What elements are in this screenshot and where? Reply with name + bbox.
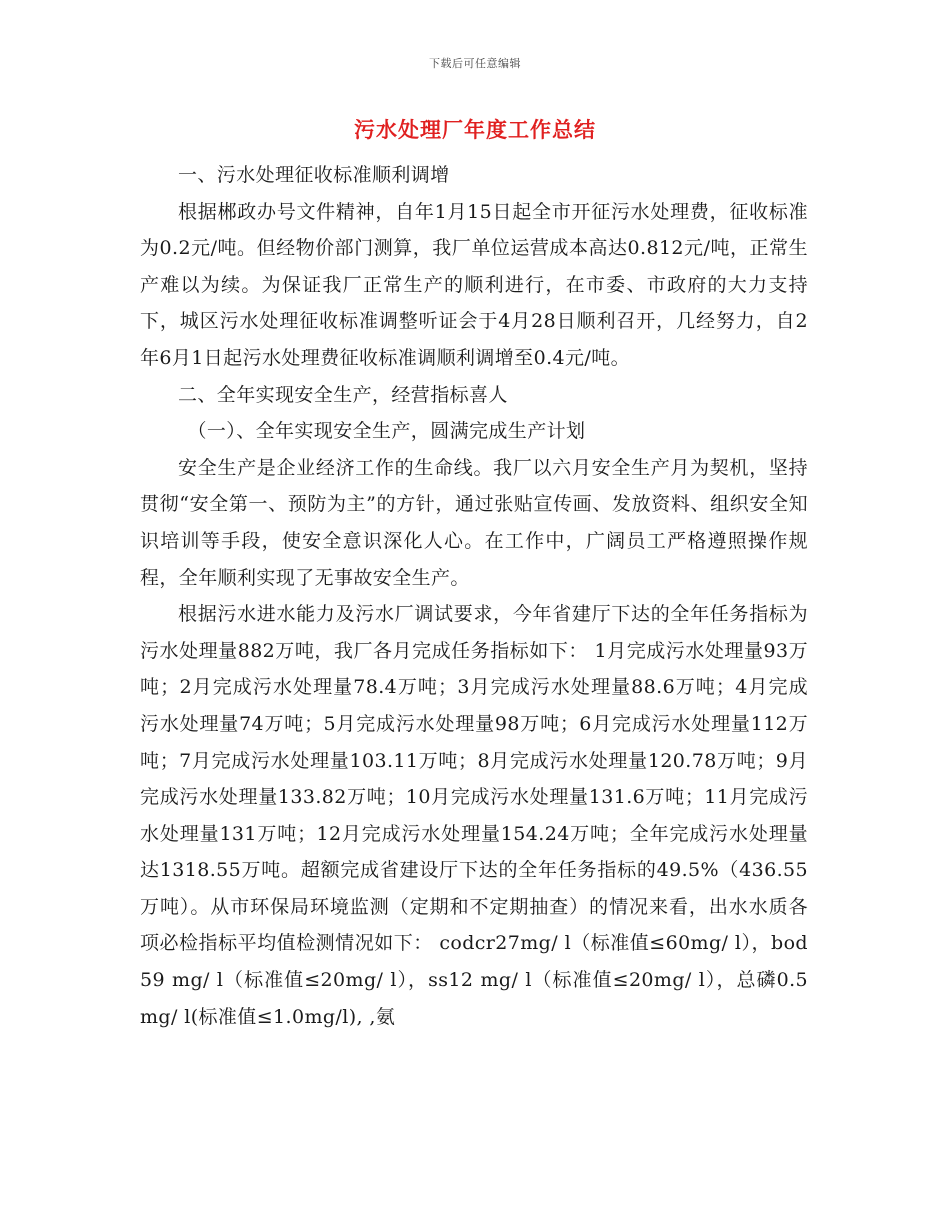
document-body (140, 157, 808, 1035)
paragraph-fee-adjustment: 根据郴政办号文件精神，自年1月15日起全市开征污水处理费，征收标准为0.2元/吨。但经物价部门测算，我厂单位运营成本高达0.812元/吨，正常生产难以为续。为保证我厂正常生产的顺利进行，在市委、市政府的大力支持下，城区污水处理征收标准调整听证会于4月28日顺利召开，几经努力，自2年6月1日起污水处理费征收标准调顺利调增至0.4元/吨。 (140, 200, 808, 369)
subsection-heading-1: （一）、全年实现安全生产，圆满完成生产计划 (187, 420, 586, 443)
paragraph-safety: 安全生产是企业经济工作的生命线。我厂以六月安全生产月为契机，坚持贯彻“安全第一、预防为主”的方针，通过张贴宣传画、发放资料、组织安全知识培训等手段，使安全意识深化人心。在工作中，广阔员工严格遵照操作规程，全年顺利实现了无事故安全生产。 (140, 456, 808, 589)
paragraph-production: 根据污水进水能力及污水厂调试要求，今年省建厅下达的全年任务指标为污水处理量882万吨，我厂各月完成任务指标如下： 1月完成污水处理量93万吨；2月完成污水处理量78.4万吨；3月完成污水处理量88.6万吨；4月完成污水处理量74万吨；5月完成污水处理量98万吨；6月完成污水处理量112万吨；7月完成污水处理量103.11万吨；8月完成污水处理量120.78万吨；9月完成污水处理量133.82万吨；10月完成污水处理量131.6万吨；11月完成污水处理量131万吨；12月完成污水处理量154.24万吨；全年完成污水处理量达1318.55万吨。超额完成省建设厅下达的全年任务指标的49.5%（436.55万吨）。从市环保局环境监测（定期和不定期抽查）的情况来看，出水水质各项必检指标平均值检测情况如下： codcr27mg/ l（标准值≤60mg/ l），bod59 mg/ l（标准值≤20mg/ l），ss12 mg/ l（标准值≤20mg/ l），总磷0.5mg/ l(标准值≤1.0mg/l), ,氨 (140, 603, 808, 1028)
section-heading-2: 二、全年实现安全生产，经营指标喜人 (178, 383, 508, 406)
document-title: 污水处理厂年度工作总结 (354, 118, 596, 142)
header-note: 下载后可任意编辑 (429, 57, 521, 70)
section-heading-1: 一、污水处理征收标准顺利调增 (178, 164, 450, 186)
